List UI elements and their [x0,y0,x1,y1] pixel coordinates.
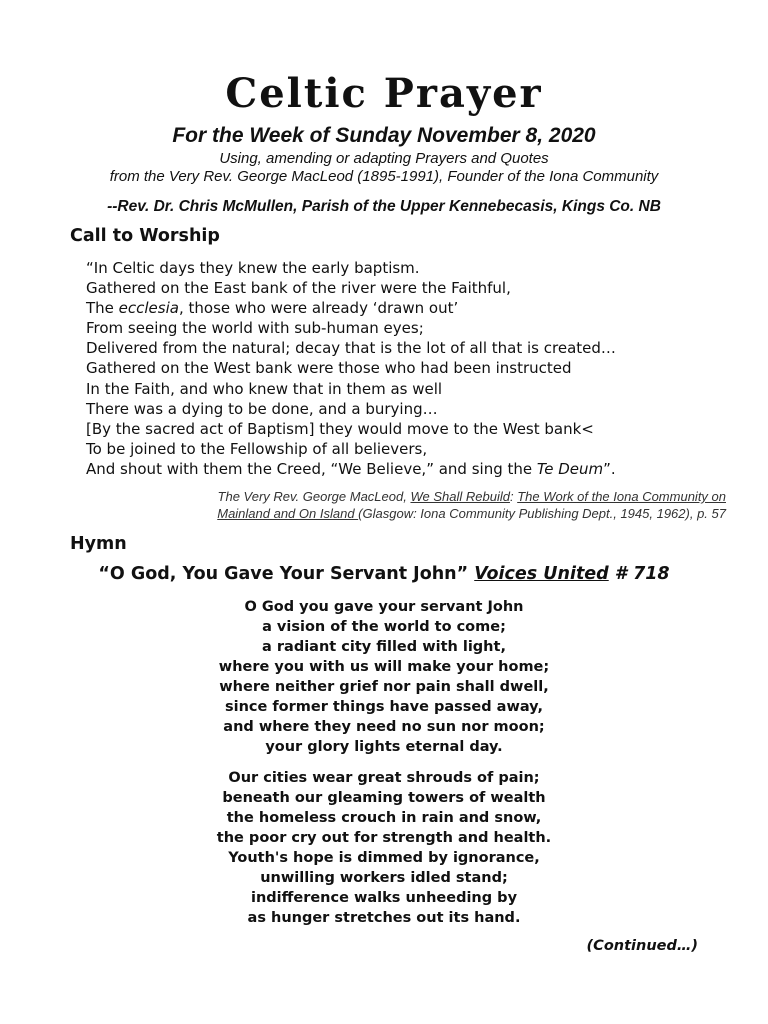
citation-subtitle: The Work of the Iona Community on [517,489,726,504]
worship-line: Gathered on the West bank were those who had been instructed [86,359,572,378]
verse-line: as hunger stretches out its hand. [247,910,521,926]
citation-publisher: (Glasgow: Iona Community Publishing Dept., 1945, 1962), p. 57 [358,506,726,521]
verse-line: a radiant city filled with light, [262,639,506,655]
worship-line [86,298,726,318]
continued-note: (Continued…) [586,938,698,954]
worship-line-text: And shout with them the Creed, “We Believe,” and sing the [86,459,537,478]
verse-line: a vision of the world to come; [262,619,506,635]
hymn-verse-2 [0,768,768,928]
worship-line [86,459,726,479]
verse-line: Youth's hope is dimmed by ignorance, [228,850,540,866]
source-note-line: from the Very Rev. George MacLeod (1895-1991), Founder of the Iona Community [109,168,659,185]
worship-line: From seeing the world with sub-human eyes; [86,319,424,338]
worship-line: There was a dying to be done, and a burying… [86,399,438,418]
source-note [0,150,768,186]
hymn-title-text: “O God, You Gave Your Servant John” [98,564,475,584]
citation-sep: : [509,489,518,504]
hymn-verse-1 [0,597,768,757]
hymn-book: Voices United [474,564,609,584]
page-subtitle: For the Week of Sunday November 8, 2020 [172,124,596,147]
verse-line: and where they need no sun nor moon; [223,719,545,735]
author-line: --Rev. Dr. Chris McMullen, Parish of the Upper Kennebecasis, Kings Co. NB [107,198,661,215]
verse-line: the homeless crouch in rain and snow, [226,810,542,826]
worship-line-text: ”. [603,459,616,478]
verse-line: indifference walks unheeding by [250,890,518,906]
citation-book: We Shall Rebuild [410,489,510,504]
citation-author: The Very Rev. George MacLeod, [217,489,411,504]
hymn-heading: Hymn [70,534,127,554]
citation-line [86,488,726,505]
worship-line: To be joined to the Fellowship of all believers, [86,439,428,458]
verse-line: O God you gave your servant John [244,599,524,615]
worship-line: Delivered from the natural; decay that is the lot of all that is created… [86,339,616,358]
verse-line: Our cities wear great shrouds of pain; [228,770,540,786]
worship-line: [By the sacred act of Baptism] they would move to the West bank< [86,419,594,438]
worship-line: Gathered on the East bank of the river were the Faithful, [86,279,511,298]
verse-line: your glory lights eternal day. [265,739,503,755]
worship-line: “In Celtic days they knew the early baptism. [86,259,420,277]
worship-line-text: The [86,299,119,318]
verse-line: where neither grief nor pain shall dwell, [219,679,549,695]
citation-subtitle: Mainland and On Island [217,506,359,521]
worship-line-emphasis: ecclesia [118,299,179,318]
worship-line-text: , those who were already ‘drawn out’ [178,299,459,318]
page-title: Celtic Prayer [225,70,543,117]
call-to-worship-text [86,258,726,479]
verse-line: where you with us will make your home; [218,659,550,675]
verse-line: unwilling workers idled stand; [260,870,508,886]
verse-line: since former things have passed away, [224,699,544,715]
citation [86,488,726,522]
source-note-line: Using, amending or adapting Prayers and Quotes [219,150,549,167]
verse-line: beneath our gleaming towers of wealth [222,790,546,806]
call-to-worship-heading: Call to Worship [70,226,220,246]
hymn-number: # 718 [608,564,670,584]
hymn-title [0,564,768,584]
citation-line [86,505,726,522]
worship-line: In the Faith, and who knew that in them as well [86,379,443,398]
verse-line: the poor cry out for strength and health. [216,830,552,846]
worship-line-emphasis: Te Deum [536,459,604,478]
